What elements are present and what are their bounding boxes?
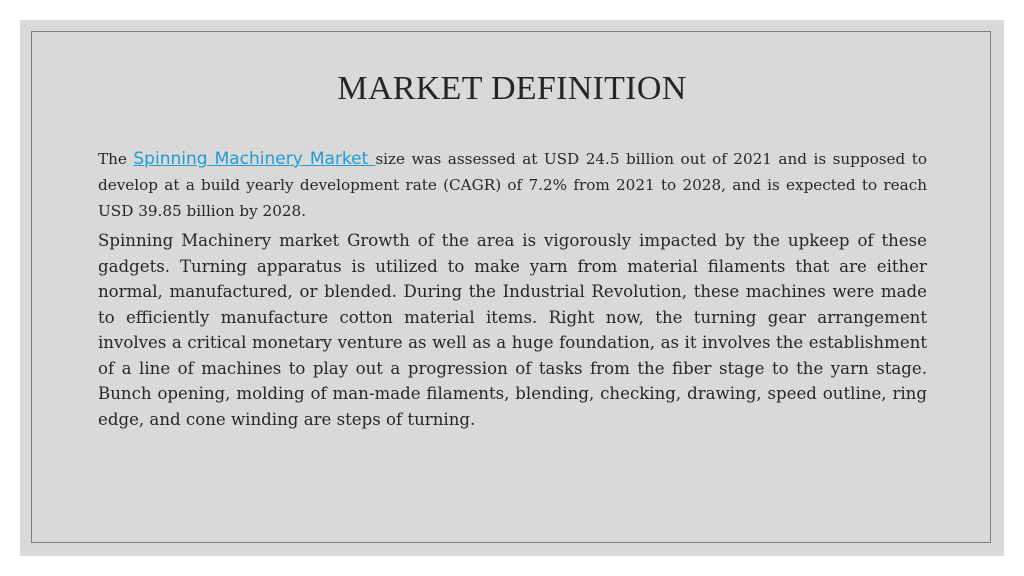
slide xyxy=(20,20,1004,556)
paragraph-suffix: size was assessed at USD 24.5 billion out of 2021 and is supposed to develop at a build yearly development rate (CAGR) of 7.2% from 2021 to 2028, and is expected to reach USD 39.85 billion by 2028. xyxy=(98,150,927,220)
slide-title: MARKET DEFINITION xyxy=(337,70,687,107)
slide-body xyxy=(98,146,927,432)
paragraph-market-growth: Spinning Machinery market Growth of the area is vigorously impacted by the upkeep of these gadgets. Turning apparatus is utilized to make yarn from material filaments that are either normal, manufactured, or blended. During the Industrial Revolution, these machines were made to efficiently manufacture cotton material items. Right now, the turning gear arrangement involves a critical monetary venture as well as a huge foundation, as it involves the establishment of a line of machines to play out a progression of tasks from the fiber stage to the yarn stage. Bunch opening, molding of man-made filaments, blending, checking, drawing, speed outline, ring edge, and cone winding are steps of turning. xyxy=(98,231,927,429)
spinning-machinery-market-link[interactable]: Spinning Machinery Market xyxy=(133,149,376,169)
paragraph-market-size xyxy=(98,146,927,224)
paragraph-prefix: The xyxy=(98,150,134,168)
